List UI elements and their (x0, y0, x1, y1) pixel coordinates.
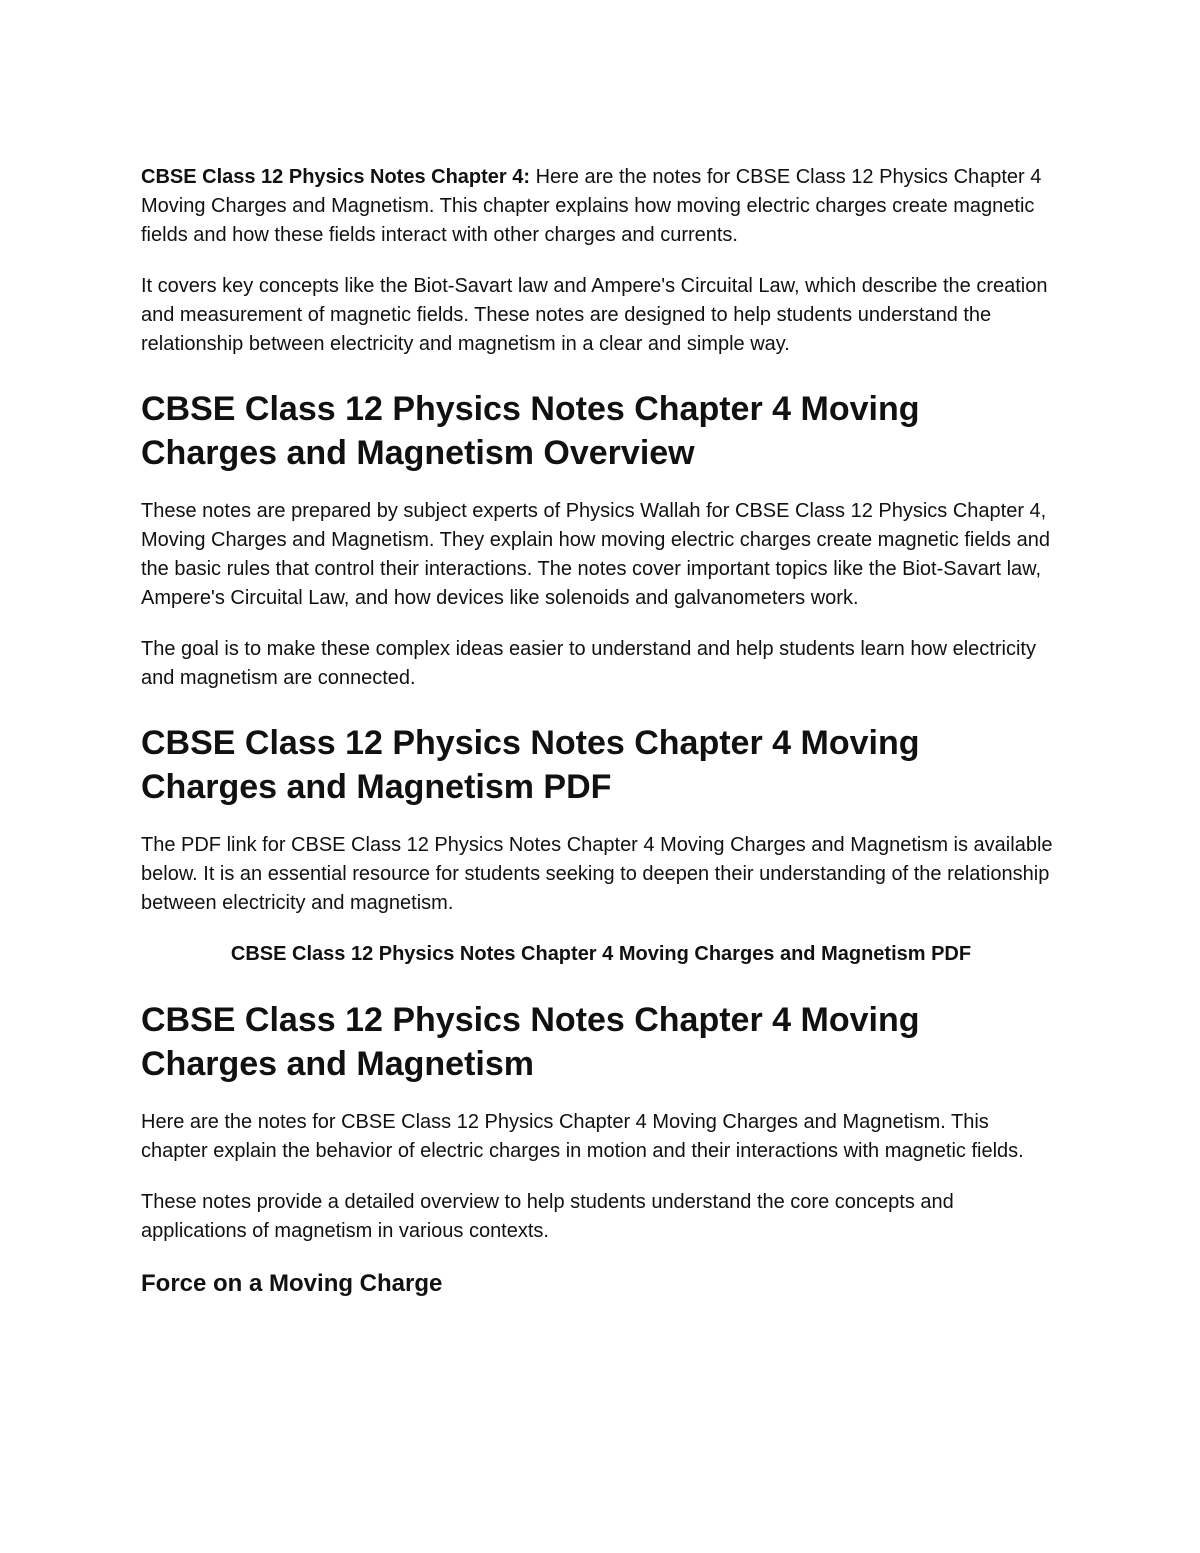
intro-lead: CBSE Class 12 Physics Notes Chapter 4: (141, 166, 531, 188)
overview-paragraph-2: The goal is to make these complex ideas easier to understand and help students learn how electricity and magnetism are connected. (141, 638, 1036, 689)
notes-paragraph-2: These notes provide a detailed overview to help students understand the core concepts and applications of magnetism in various contexts. (141, 1191, 954, 1242)
overview-paragraph-1: These notes are prepared by subject experts of Physics Wallah for CBSE Class 12 Physics Chapter 4, Moving Charges and Magnetism. They explain how moving electric charges create magnetic fields and the basic rules that control their interactions. The notes cover important topics like the Biot-Savart law, Ampere's Circuital Law, and how devices like solenoids and galvanometers work. (141, 500, 1050, 609)
intro-paragraph-2: It covers key concepts like the Biot-Savart law and Ampere's Circuital Law, which describe the creation and measurement of magnetic fields. These notes are designed to help students understand the relationship between electricity and magnetism in a clear and simple way. (141, 275, 1048, 355)
intro-paragraph (141, 163, 1061, 250)
notes-heading: CBSE Class 12 Physics Notes Chapter 4 Moving Charges and Magnetism (141, 1001, 920, 1083)
overview-heading: CBSE Class 12 Physics Notes Chapter 4 Moving Charges and Magnetism Overview (141, 390, 920, 472)
notes-paragraph-1: Here are the notes for CBSE Class 12 Physics Chapter 4 Moving Charges and Magnetism. This chapter explain the behavior of electric charges in motion and their interactions with magnetic fields. (141, 1111, 1024, 1162)
pdf-download-link[interactable]: CBSE Class 12 Physics Notes Chapter 4 Moving Charges and Magnetism PDF (230, 943, 972, 965)
pdf-paragraph: The PDF link for CBSE Class 12 Physics Notes Chapter 4 Moving Charges and Magnetism is available below. It is an essential resource for students seeking to deepen their understanding of the relationship between electricity and magnetism. (141, 834, 1053, 914)
pdf-heading: CBSE Class 12 Physics Notes Chapter 4 Moving Charges and Magnetism PDF (141, 724, 920, 806)
document-page (141, 163, 1061, 1300)
force-subheading: Force on a Moving Charge (141, 1270, 443, 1297)
intro-text: Here are the notes for CBSE Class 12 Physics Chapter 4 Moving Charges and Magnetism. This chapter explains how moving electric charges create magnetic fields and how these fields interact with other charges and currents. (141, 166, 1042, 246)
